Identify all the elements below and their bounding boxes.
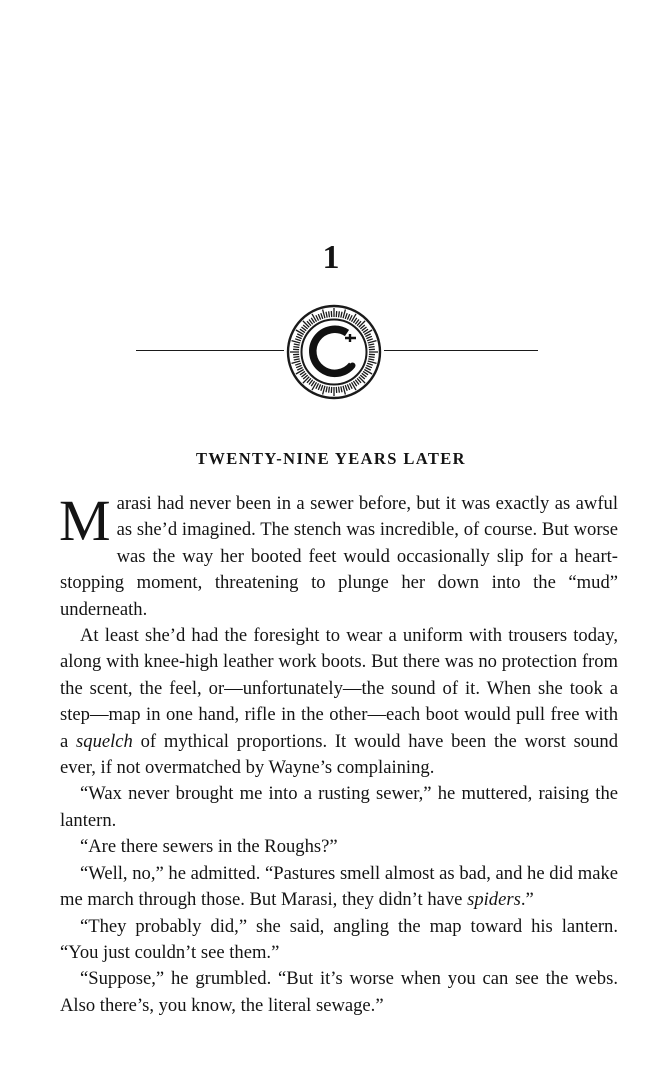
chapter-body <box>59 488 618 1019</box>
emblem-tick <box>345 313 347 319</box>
emblem-tick <box>294 359 300 360</box>
emblem-tick <box>368 359 374 360</box>
paragraph-4: “Are there sewers in the Roughs?” <box>80 836 338 858</box>
emblem-tick <box>349 383 352 388</box>
emblem-tick <box>321 313 323 319</box>
emblem-tick <box>329 311 330 317</box>
emblem-tick <box>318 314 320 320</box>
drop-cap: M <box>59 488 111 553</box>
emblem-tick <box>341 386 342 392</box>
emblem-tick <box>321 385 323 391</box>
emblem-tick <box>297 334 302 337</box>
chapter-subtitle: TWENTY-NINE YEARS LATER <box>196 449 466 468</box>
paragraph-5 <box>60 861 618 914</box>
emblem-tick <box>343 309 345 318</box>
emblem-tick <box>316 383 319 388</box>
paragraph-7: “Suppose,” he grumbled. “But it’s worse when you can see the webs. Also there’s, you know, the literal sewage.” <box>60 968 618 1016</box>
emblem-tick <box>294 344 300 345</box>
emblem-tick <box>316 315 319 320</box>
emblem-tick <box>367 339 373 341</box>
emblem-tick <box>368 361 377 363</box>
emblem-tick <box>339 311 340 317</box>
emblem-tick <box>369 347 375 348</box>
letter-c-symbol-icon <box>284 302 384 402</box>
emblem-tick <box>339 387 340 393</box>
emblem-tick <box>297 367 302 370</box>
paragraph-3: “Wax never brought me into a rusting sewer,” he muttered, raising the lantern. <box>60 783 618 831</box>
emblem-tick <box>293 347 299 348</box>
emblem-tick <box>349 315 352 320</box>
emblem-tick <box>318 384 320 390</box>
paragraph-5-text-b: .” <box>520 889 534 911</box>
emblem-tick <box>329 387 330 393</box>
paragraph-2 <box>60 623 618 781</box>
emblem-tick <box>326 386 327 392</box>
emblem-tick-ring <box>290 308 378 396</box>
divider-left <box>136 350 284 351</box>
emblem-tick <box>291 361 300 363</box>
emblem-tick <box>293 357 299 358</box>
emblem-tick <box>366 336 372 338</box>
divider-right <box>384 350 538 351</box>
chapter-number: 1 <box>322 239 340 276</box>
emblem-tick <box>345 385 347 391</box>
emblem-tick <box>296 336 302 338</box>
emblem-tick <box>368 341 377 343</box>
emblem-tick <box>347 314 349 320</box>
paragraph-2-text-b: of mythical proportions. It would have been the worst sound ever, if not overmatched by Wayne’s complaining. <box>60 730 618 779</box>
paragraph-2-text-a: At least she’d had the foresight to wear a uniform with trousers today, along with knee-high leather work boots. But there was no protection from the scent, the feel, or—unfortunately—the sound of it. When she took a step—map in one hand, rifle in the other—each boot would pull free with a <box>60 625 618 752</box>
paragraph-2-emphasis: squelch <box>76 730 133 752</box>
emblem-tick <box>368 344 374 345</box>
emblem-tick <box>367 363 373 365</box>
paragraph-6: “They probably did,” she said, angling the map toward his lantern. “You just couldn’t see them.” <box>60 915 618 963</box>
emblem-tick <box>295 339 301 341</box>
paragraph-1-text: arasi had never been in a sewer before, but it was exactly as awful as she’d imagined. The stench was incredible, of course. But worse was the way her booted feet would occasionally slip for a heart-stopping moment, threatening to plunge her down into the “mud” underneath. <box>60 493 618 620</box>
emblem-tick <box>366 365 372 367</box>
emblem-tick <box>369 357 375 358</box>
paragraph-1 <box>59 488 618 623</box>
emblem-tick <box>296 365 302 367</box>
emblem-tick <box>347 384 349 390</box>
emblem-tick <box>365 334 370 337</box>
emblem-tick <box>323 386 325 395</box>
emblem-tick <box>341 312 342 318</box>
emblem-tick <box>343 386 345 395</box>
emblem-tick <box>365 367 370 370</box>
paragraph-5-emphasis: spiders <box>467 889 521 911</box>
emblem-tick <box>291 341 300 343</box>
emblem-tick <box>323 309 325 318</box>
paragraph-5-text-a: “Well, no,” he admitted. “Pastures smell almost as bad, and he did make me march through those. But Marasi, they didn’t have <box>60 862 618 911</box>
emblem-tick <box>295 363 301 365</box>
emblem-tick <box>326 312 327 318</box>
